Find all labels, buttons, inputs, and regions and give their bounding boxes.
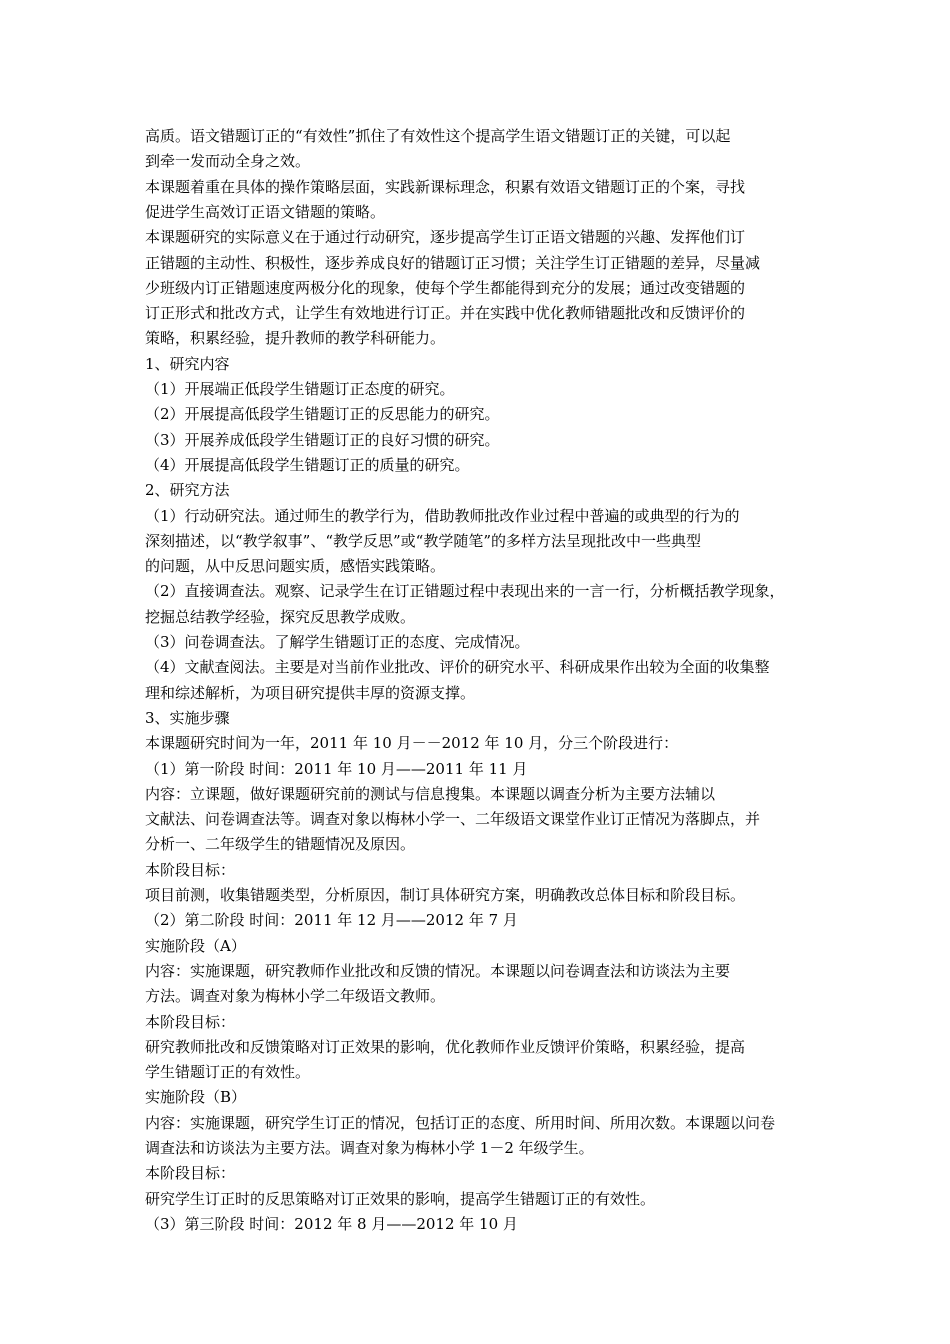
text-line: 1、研究内容 <box>145 355 230 373</box>
text-line: 3、实施步骤 <box>145 709 230 727</box>
text-line: 2、研究方法 <box>145 481 230 499</box>
text-line: 到牵一发而动全身之效。 <box>145 152 311 170</box>
text-line: 文献法、问卷调查法等。调查对象以梅林小学一、二年级语文课堂作业订正情况为落脚点，并 <box>145 810 761 828</box>
text-line: 的问题，从中反思问题实质，感悟实践策略。 <box>145 557 446 575</box>
text-line: （1）开展端正低段学生错题订正态度的研究。 <box>145 380 455 398</box>
text-line: 策略，积累经验，提升教师的教学科研能力。 <box>145 329 446 347</box>
text-line: 本课题研究的实际意义在于通过行动研究，逐步提高学生订正语文错题的兴趣、发挥他们订 <box>145 228 746 246</box>
text-line: 研究教师批改和反馈策略对订正效果的影响，优化教师作业反馈评价策略，积累经验，提高 <box>145 1038 746 1056</box>
text-line: 方法。调查对象为梅林小学二年级语文教师。 <box>145 987 446 1005</box>
text-line: 内容：实施课题，研究教师作业批改和反馈的情况。本课题以问卷调查法和访谈法为主要 <box>145 962 731 980</box>
text-line: 研究学生订正时的反思策略对订正效果的影响，提高学生错题订正的有效性。 <box>145 1190 656 1208</box>
text-line: 促进学生高效订正语文错题的策略。 <box>145 203 386 221</box>
text-line: 理和综述解析，为项目研究提供丰厚的资源支撑。 <box>145 684 476 702</box>
text-line: 内容：立课题，做好课题研究前的测试与信息搜集。本课题以调查分析为主要方法辅以 <box>145 785 716 803</box>
text-line: 分析一、二年级学生的错题情况及原因。 <box>145 835 416 853</box>
text-line: 高质。语文错题订正的“有效性”抓住了有效性这个提高学生语文错题订正的关键，可以起 <box>145 127 731 145</box>
text-line: （3）第三阶段 时间：2012 年 8 月——2012 年 10 月 <box>145 1215 518 1233</box>
text-line: （3）问卷调查法。了解学生错题订正的态度、完成情况。 <box>145 633 530 651</box>
text-line: （1）第一阶段 时间：2011 年 10 月——2011 年 11 月 <box>145 760 528 778</box>
text-line: 内容：实施课题，研究学生订正的情况，包括订正的态度、所用时间、所用次数。本课题以问卷 <box>145 1114 776 1132</box>
text-line: 深刻描述，以“教学叙事”、“教学反思”或“教学随笔”的多样方法呈现批改中一些典型 <box>145 532 702 550</box>
text-line: （3）开展养成低段学生错题订正的良好习惯的研究。 <box>145 431 500 449</box>
text-line: 本阶段目标： <box>145 1013 236 1031</box>
text-line: 本课题研究时间为一年，2011 年 10 月－－2012 年 10 月，分三个阶段进行： <box>145 734 679 752</box>
text-line: （2）第二阶段 时间：2011 年 12 月——2012 年 7 月 <box>145 911 518 929</box>
text-line: 本阶段目标： <box>145 1164 236 1182</box>
text-line: 本阶段目标： <box>145 861 236 879</box>
text-line: 实施阶段（B） <box>145 1088 247 1106</box>
text-line: （1）行动研究法。通过师生的教学行为，借助教师批改作业过程中普遍的或典型的行为的 <box>145 507 740 525</box>
text-line: 正错题的主动性、积极性，逐步养成良好的错题订正习惯；关注学生订正错题的差异，尽量减 <box>145 254 761 272</box>
text-line: 少班级内订正错题速度两极分化的现象，使每个学生都能得到充分的发展；通过改变错题的 <box>145 279 746 297</box>
text-line: 项目前测，收集错题类型，分析原因，制订具体研究方案，明确教改总体目标和阶段目标。 <box>145 886 746 904</box>
text-line: 订正形式和批改方式，让学生有效地进行订正。并在实践中优化教师错题批改和反馈评价的 <box>145 304 746 322</box>
text-line: 调查法和访谈法为主要方法。调查对象为梅林小学 1－2 年级学生。 <box>145 1139 594 1157</box>
text-line: 实施阶段（A） <box>145 937 246 955</box>
text-line: 本课题着重在具体的操作策略层面，实践新课标理念，积累有效语文错题订正的个案，寻找 <box>145 178 746 196</box>
text-line: （4）文献查阅法。主要是对当前作业批改、评价的研究水平、科研成果作出较为全面的收集整 <box>145 658 770 676</box>
text-line: 挖掘总结教学经验，探究反思教学成败。 <box>145 608 416 626</box>
text-line: 学生错题订正的有效性。 <box>145 1063 311 1081</box>
text-line: （2）开展提高低段学生错题订正的反思能力的研究。 <box>145 405 500 423</box>
text-line: （2）直接调查法。观察、记录学生在订正错题过程中表现出来的一言一行，分析概括教学现象， <box>145 582 785 600</box>
text-line: （4）开展提高低段学生错题订正的质量的研究。 <box>145 456 470 474</box>
